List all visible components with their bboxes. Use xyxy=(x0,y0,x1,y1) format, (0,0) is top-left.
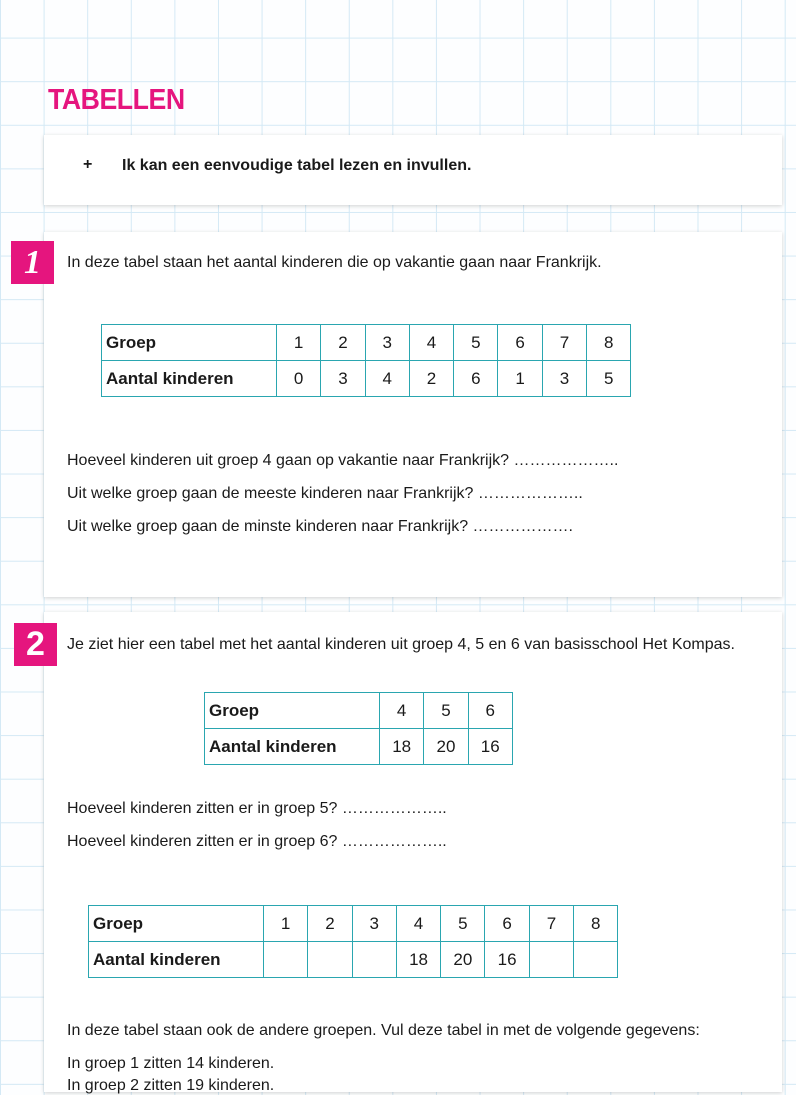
exercise-1-question-2: Uit welke groep gaan de meeste kinderen naar Frankrijk? ……………….. xyxy=(67,485,583,502)
table-row-groups xyxy=(102,325,631,361)
table-cell: 1 xyxy=(277,325,321,361)
table-header-groep: Groep xyxy=(89,906,264,942)
plus-icon: + xyxy=(83,156,93,173)
table-header-aantal-kinderen: Aantal kinderen xyxy=(102,361,277,397)
table-cell: 5 xyxy=(454,325,498,361)
table-cell: 3 xyxy=(542,361,586,397)
exercise-2-intro: Je ziet hier een tabel met het aantal kinderen uit groep 4, 5 en 6 van basisschool Het Kompas. xyxy=(67,636,735,653)
table-header-aantal-kinderen: Aantal kinderen xyxy=(89,942,264,978)
exercise-2-fill-in-table xyxy=(88,905,618,978)
table-row-counts xyxy=(89,942,618,978)
table-row-counts xyxy=(205,729,513,765)
table-fill-cell[interactable] xyxy=(264,942,308,978)
table-cell: 5 xyxy=(441,906,485,942)
exercise-1-number-badge: 1 xyxy=(11,241,54,284)
table-cell: 3 xyxy=(352,906,396,942)
table-cell: 16 xyxy=(485,942,529,978)
table-fill-cell[interactable] xyxy=(352,942,396,978)
exercise-2-number-badge: 2 xyxy=(14,623,57,666)
exercise-1-table xyxy=(101,324,631,397)
exercise-2-data-line-1: In groep 1 zitten 14 kinderen. xyxy=(67,1055,275,1072)
table-fill-cell[interactable] xyxy=(574,942,618,978)
table-cell: 3 xyxy=(321,361,365,397)
table-cell: 4 xyxy=(396,906,440,942)
exercise-2-question-1: Hoeveel kinderen zitten er in groep 5? ……………….. xyxy=(67,800,447,817)
table-header-aantal-kinderen: Aantal kinderen xyxy=(205,729,380,765)
table-cell: 5 xyxy=(587,361,631,397)
table-row-groups xyxy=(89,906,618,942)
table-fill-cell[interactable] xyxy=(529,942,573,978)
table-cell: 2 xyxy=(308,906,352,942)
table-cell: 4 xyxy=(380,693,424,729)
table-row-counts xyxy=(102,361,631,397)
table-cell: 6 xyxy=(498,325,542,361)
table-cell: 20 xyxy=(441,942,485,978)
table-header-groep: Groep xyxy=(102,325,277,361)
table-fill-cell[interactable] xyxy=(308,942,352,978)
exercise-2-instruction: In deze tabel staan ook de andere groepen. Vul deze tabel in met de volgende gegevens: xyxy=(67,1022,700,1039)
table-cell: 18 xyxy=(396,942,440,978)
table-cell: 18 xyxy=(380,729,424,765)
exercise-2-card xyxy=(44,612,782,1092)
table-cell: 20 xyxy=(424,729,468,765)
exercise-2-question-2: Hoeveel kinderen zitten er in groep 6? ……………….. xyxy=(67,833,447,850)
table-cell: 2 xyxy=(321,325,365,361)
table-cell: 4 xyxy=(365,361,409,397)
table-cell: 7 xyxy=(542,325,586,361)
exercise-2-data-line-2: In groep 2 zitten 19 kinderen. xyxy=(67,1077,275,1094)
table-cell: 7 xyxy=(529,906,573,942)
exercise-1-intro: In deze tabel staan het aantal kinderen die op vakantie gaan naar Frankrijk. xyxy=(67,254,602,271)
learning-goal-box xyxy=(44,135,782,205)
table-row-groups xyxy=(205,693,513,729)
table-cell: 1 xyxy=(498,361,542,397)
table-cell: 6 xyxy=(454,361,498,397)
table-cell: 1 xyxy=(264,906,308,942)
table-cell: 2 xyxy=(409,361,453,397)
table-cell: 5 xyxy=(424,693,468,729)
table-cell: 3 xyxy=(365,325,409,361)
table-cell: 6 xyxy=(468,693,512,729)
table-cell: 4 xyxy=(409,325,453,361)
table-cell: 16 xyxy=(468,729,512,765)
exercise-1-card xyxy=(44,232,782,597)
table-cell: 6 xyxy=(485,906,529,942)
exercise-1-question-3: Uit welke groep gaan de minste kinderen naar Frankrijk? ………………. xyxy=(67,518,573,535)
exercise-1-question-1: Hoeveel kinderen uit groep 4 gaan op vakantie naar Frankrijk? ……………….. xyxy=(67,452,619,469)
learning-goal-text: Ik kan een eenvoudige tabel lezen en invullen. xyxy=(122,157,472,174)
page-title: TABELLEN xyxy=(48,84,185,116)
table-cell: 0 xyxy=(277,361,321,397)
table-header-groep: Groep xyxy=(205,693,380,729)
exercise-2-small-table xyxy=(204,692,513,765)
table-cell: 8 xyxy=(574,906,618,942)
table-cell: 8 xyxy=(587,325,631,361)
